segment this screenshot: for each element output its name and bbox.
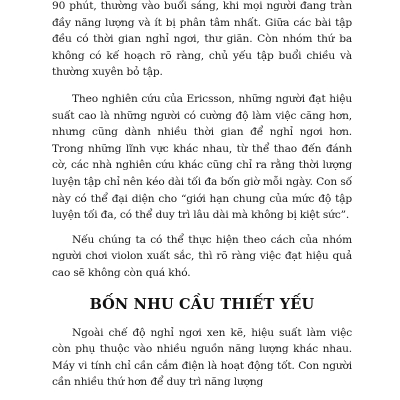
- paragraph-3: Nếu chúng ta có thể thực hiện theo cách của nhóm người chơi violon xuất sắc, thì rõ ràng việc đạt hiệu quả cao sẽ không còn quá khó.: [52, 233, 352, 279]
- book-page: [52, 0, 352, 400]
- paragraph-1: 90 phút, thường vào buổi sáng, khi mọi người đang tràn đầy năng lượng và ít bị phân tâm nhất. Giữa các bài tập đều có thời gian nghỉ ngơi, thư giãn. Còn nhóm thứ ba không có kế hoạch rõ ràng, chủ yếu tập buổi chiều và thường xuyên bỏ tập.: [52, 0, 352, 79]
- paragraph-2: Theo nghiên cứu của Ericsson, những người đạt hiệu suất cao là những người có cường độ làm việc căng hơn, nhưng cũng dành nhiều thời gian để nghỉ ngơi hơn. Trong những lĩnh vực khác nhau, từ thể thao đến đánh cờ, các nhà nghiên cứu khác cũng chỉ ra rằng thời lượng luyện tập chỉ nên kéo dài tối đa bốn giờ mỗi ngày. Con số này có thể đại diện cho “giới hạn chung của mức độ tập luyện tối đa, có thể duy trì lâu dài mà không bị kiệt sức”.: [52, 92, 352, 222]
- section-paragraph: Ngoài chế độ nghỉ ngơi xen kẽ, hiệu suất làm việc còn phụ thuộc vào nhiều nguồn năng lượng khác nhau. Máy vi tính chỉ cần cắm điện là hoạt động tốt. Con người cần nhiều thứ hơn để duy trì năng lượng: [52, 326, 352, 389]
- section-heading: BỐN NHU CẦU THIẾT YẾU: [89, 295, 315, 313]
